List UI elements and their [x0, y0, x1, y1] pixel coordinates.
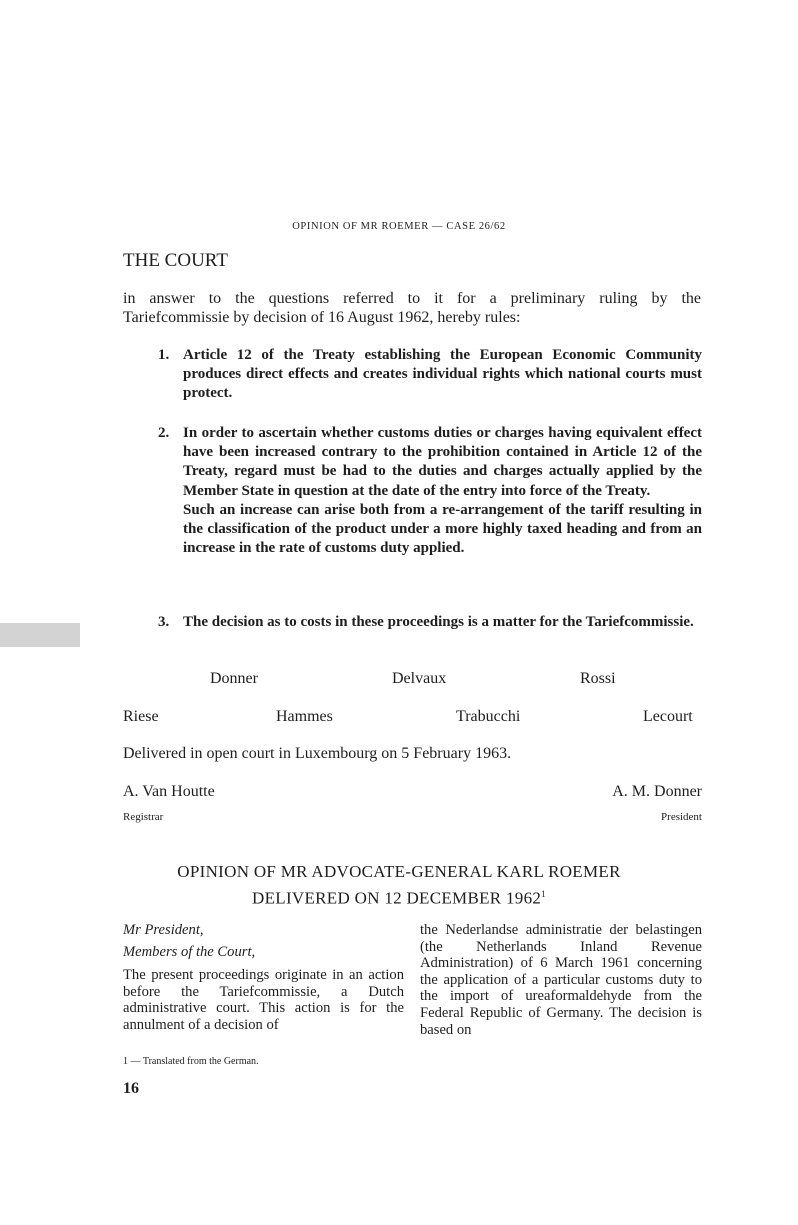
judge-name: Donner	[210, 670, 258, 687]
ruling-text: The decision as to costs in these proceedings is a matter for the Tariefcommissie.	[183, 614, 694, 630]
intro-line-1: in answer to the questions referred to it for a preliminary ruling by the	[123, 290, 701, 307]
intro-paragraph	[123, 289, 701, 327]
judge-name: Delvaux	[392, 670, 447, 687]
salutation-line: Mr President,	[123, 922, 204, 938]
footnote-reference: 1	[541, 889, 546, 899]
judge-name: Hammes	[276, 708, 333, 725]
left-column	[123, 922, 404, 1034]
president-name: A. M. Donner	[612, 783, 702, 800]
footnote: 1 — Translated from the German.	[123, 1056, 259, 1067]
page-number: 16	[123, 1080, 139, 1097]
ruling-number: 1.	[158, 347, 170, 363]
judge-name: Riese	[123, 708, 159, 725]
ruling-number: 2.	[158, 425, 170, 441]
ruling-text: In order to ascertain whether customs duties or charges having equivalent effect have been increased contrary to the prohibition contained in Article 12 of the Treaty, regard must be had to the duties and charges actually applied by the Member State in question at the date of the entry into force of the Treaty.	[183, 425, 702, 499]
ruling-item-3	[150, 613, 702, 632]
intro-line-2: Tariefcommissie by decision of 16 August 1962, hereby rules:	[123, 309, 521, 326]
delivery-statement: Delivered in open court in Luxembourg on 5 February 1963.	[123, 745, 512, 762]
body-paragraph: The present proceedings originate in an action before the Tariefcommissie, a Dutch administrative court. This action is for the annulment of a decision of	[123, 967, 404, 1033]
ruling-item-1	[150, 346, 702, 404]
ruling-text: Article 12 of the Treaty establishing the European Economic Community produces direct effects and creates individual rights which national courts must protect.	[183, 347, 702, 402]
ruling-item-2	[150, 424, 702, 558]
running-head: OPINION OF MR ROEMER — CASE 26/62	[292, 221, 506, 232]
opinion-heading	[0, 861, 798, 910]
judge-name: Trabucchi	[456, 708, 521, 725]
president-title: President	[661, 811, 702, 823]
registrar-title: Registrar	[123, 811, 164, 823]
side-margin-tab	[0, 623, 80, 647]
ruling-text: Such an increase can arise both from a re-arrangement of the tariff resulting in the classification of the product under a more highly taxed heading and from an increase in the rate of customs duty applied.	[183, 501, 702, 557]
opinion-heading-line-2: DELIVERED ON 12 DECEMBER 1962$^1$	[252, 888, 546, 908]
opinion-heading-line-1: OPINION OF MR ADVOCATE-GENERAL KARL ROEMER	[177, 862, 621, 881]
registrar-name: A. Van Houtte	[123, 783, 215, 800]
judge-name: Rossi	[580, 670, 616, 687]
salutation-line: Members of the Court,	[123, 943, 256, 960]
section-title: THE COURT	[123, 250, 228, 271]
body-paragraph: the Nederlandse administratie der belastingen (the Netherlands Inland Revenue Administration) of 6 March 1961 concerning the application of a particular customs duty to the import of ureaformaldehyde from the Federal Republic of Germany. The decision is based on	[420, 922, 702, 1038]
judge-name: Lecourt	[643, 708, 693, 725]
ruling-number: 3.	[158, 614, 170, 630]
right-column	[420, 922, 702, 1038]
